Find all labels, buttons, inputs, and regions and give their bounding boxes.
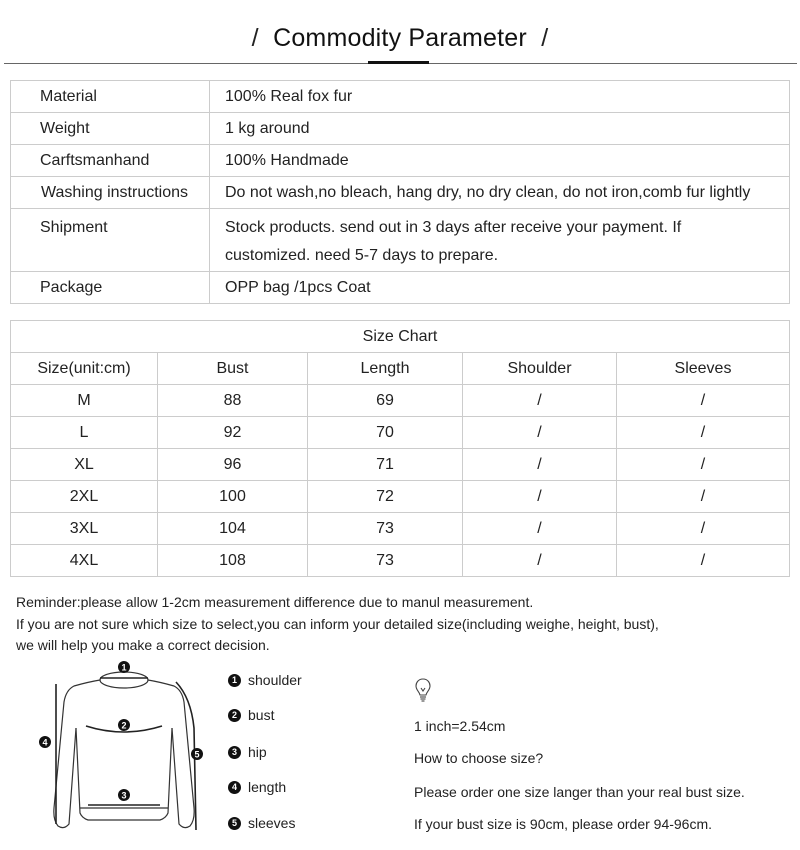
size-chart-header-row	[11, 353, 790, 385]
cell-bust: 108	[158, 545, 308, 577]
svg-text:5: 5	[194, 749, 200, 760]
svg-text:1: 1	[121, 662, 127, 673]
table-row	[11, 513, 790, 545]
cell-sleeves: /	[617, 449, 790, 481]
legend-number: 5	[228, 817, 241, 830]
cell-size: L	[11, 417, 158, 449]
cell-size: 2XL	[11, 481, 158, 513]
cell-bust: 92	[158, 417, 308, 449]
legend-number: 3	[228, 746, 241, 759]
cell-length: 73	[308, 545, 463, 577]
cell-sleeves: /	[617, 513, 790, 545]
header	[0, 0, 800, 70]
legend-label: length	[248, 779, 287, 795]
column-header: Sleeves	[617, 353, 790, 385]
title-slash-left: /	[251, 24, 259, 52]
column-header: Bust	[158, 353, 308, 385]
title-text: Commodity Parameter	[273, 24, 527, 52]
cell-bust: 88	[158, 385, 308, 417]
column-header: Shoulder	[463, 353, 617, 385]
tip-line: If your bust size is 90cm, please order 94-96cm.	[414, 816, 713, 832]
param-value: Do not wash,no bleach, hang dry, no dry clean, do not iron,comb fur lightly	[210, 177, 790, 209]
page-title	[0, 24, 800, 53]
param-key: Shipment	[11, 209, 210, 272]
legend-item	[228, 672, 302, 688]
cell-bust: 100	[158, 481, 308, 513]
cell-size: M	[11, 385, 158, 417]
cell-length: 69	[308, 385, 463, 417]
legend-label: shoulder	[248, 672, 302, 688]
param-row	[11, 81, 790, 113]
cell-length: 73	[308, 513, 463, 545]
table-row	[11, 417, 790, 449]
legend-item	[228, 815, 295, 831]
size-chart-caption: Size Chart	[11, 321, 790, 353]
cell-shoulder: /	[463, 481, 617, 513]
cell-bust: 96	[158, 449, 308, 481]
param-value: OPP bag /1pcs Coat	[210, 272, 790, 304]
legend-number: 2	[228, 709, 241, 722]
parameter-table	[10, 80, 790, 304]
cell-size: 4XL	[11, 545, 158, 577]
note-line: Reminder:please allow 1-2cm measurement difference due to manul measurement.	[16, 594, 534, 610]
note-line: we will help you make a correct decision.	[16, 637, 270, 653]
legend-number: 4	[228, 781, 241, 794]
cell-shoulder: /	[463, 545, 617, 577]
param-value: 100% Real fox fur	[210, 81, 790, 113]
svg-text:2: 2	[121, 720, 127, 731]
legend-item	[228, 707, 274, 723]
legend-number: 1	[228, 674, 241, 687]
garment-measurement-diagram	[36, 658, 216, 848]
param-value: Stock products. send out in 3 days after receive your payment. If customized. need 5-7 days to prepare.	[210, 209, 790, 272]
cell-size: XL	[11, 449, 158, 481]
param-key: Package	[11, 272, 210, 304]
reminder-notes	[16, 592, 659, 657]
marker-4	[39, 736, 51, 748]
cell-size: 3XL	[11, 513, 158, 545]
table-row	[11, 449, 790, 481]
title-slash-right: /	[541, 24, 549, 52]
lightbulb-icon	[414, 676, 432, 704]
svg-text:3: 3	[121, 790, 127, 801]
tip-line: How to choose size?	[414, 750, 544, 766]
cell-shoulder: /	[463, 449, 617, 481]
note-line: If you are not sure which size to select,you can inform your detailed size(including weighe, height, bust),	[16, 615, 659, 632]
param-row	[11, 272, 790, 304]
cell-shoulder: /	[463, 417, 617, 449]
param-row	[11, 177, 790, 209]
cell-sleeves: /	[617, 545, 790, 577]
size-chart-caption-row	[11, 321, 790, 353]
legend-label: hip	[248, 744, 267, 760]
legend-item	[228, 779, 286, 795]
param-row	[11, 209, 790, 272]
cell-bust: 104	[158, 513, 308, 545]
table-row	[11, 481, 790, 513]
size-chart-table	[10, 320, 790, 577]
legend-label: sleeves	[248, 815, 296, 831]
title-underline-accent	[368, 61, 429, 64]
param-row	[11, 145, 790, 177]
svg-text:4: 4	[42, 737, 48, 748]
legend-item	[228, 744, 267, 760]
param-value: 1 kg around	[210, 113, 790, 145]
param-row	[11, 113, 790, 145]
param-key: Weight	[11, 113, 210, 145]
column-header: Size(unit:cm)	[11, 353, 158, 385]
legend-label: bust	[248, 707, 275, 723]
tip-line: Please order one size langer than your real bust size.	[414, 784, 745, 800]
cell-sleeves: /	[617, 417, 790, 449]
param-key: Washing instructions	[11, 177, 210, 209]
cell-length: 72	[308, 481, 463, 513]
marker-5	[191, 748, 203, 760]
table-row	[11, 385, 790, 417]
cell-length: 71	[308, 449, 463, 481]
marker-2	[118, 719, 130, 731]
table-row	[11, 545, 790, 577]
cell-shoulder: /	[463, 513, 617, 545]
cell-shoulder: /	[463, 385, 617, 417]
param-key: Material	[11, 81, 210, 113]
column-header: Length	[308, 353, 463, 385]
marker-1	[118, 661, 130, 673]
cell-length: 70	[308, 417, 463, 449]
cell-sleeves: /	[617, 385, 790, 417]
cell-sleeves: /	[617, 481, 790, 513]
marker-3	[118, 789, 130, 801]
param-key: Carftsmanhand	[11, 145, 210, 177]
param-value: 100% Handmade	[210, 145, 790, 177]
tip-line: 1 inch=2.54cm	[414, 718, 506, 734]
